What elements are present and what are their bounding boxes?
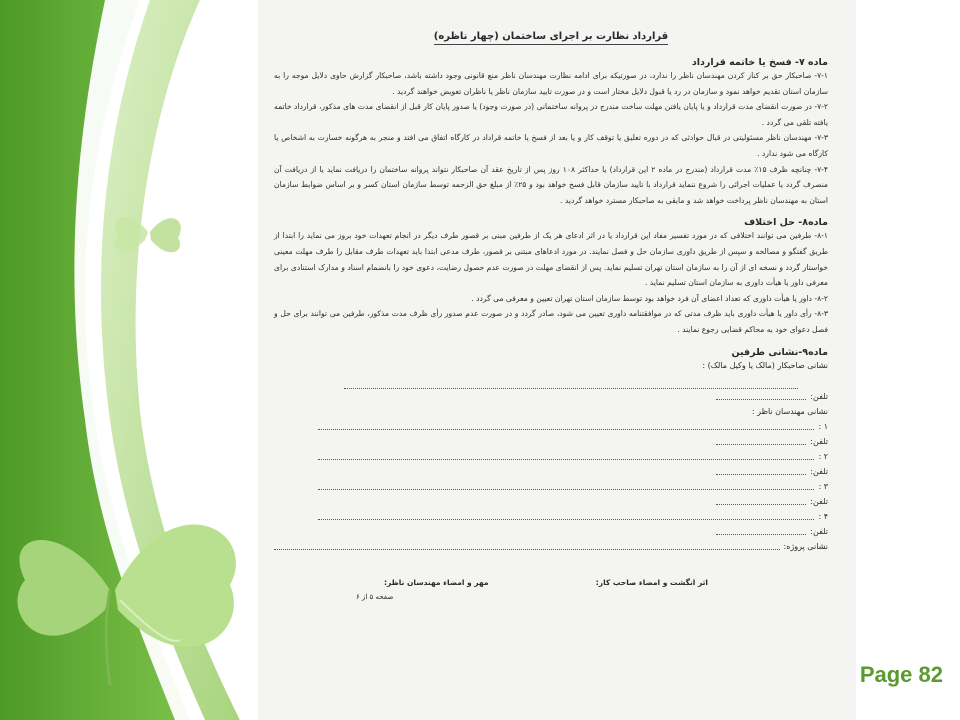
signature-row: [274, 578, 828, 587]
engineer-3-phone: [274, 494, 828, 509]
engineer-1-label: ۱ :: [818, 421, 828, 431]
engineer-address-field: [274, 404, 828, 419]
section7-heading: ماده ۷- فسخ یا خاتمه قرارداد: [691, 57, 828, 68]
engineer-3-label: ۳ :: [818, 481, 828, 491]
engineer-2-field: [274, 449, 828, 464]
owner-address-line: [344, 373, 798, 389]
section7-paragraph-1: ۷-۱- صاحبکار حق بر کنار کردن مهندسان ناظر را ندارد، در صورتیکه برای ادامه نظارت مهندسان ناظر منع قانونی وجود داشته باشد، صاحبکار گزارش حاوی دلایل موجه را به سازمان استان تقدیم خواهد نمود و سازمان در رد یا قبول دلایل مختار است و در صورت تایید سازمان ناظر یا ناظران تعویض خواهند گردید .: [274, 71, 828, 96]
section8-paragraph-3: ۸-۳- رأی داور یا هیأت داوری باید ظرف مدتی که در موافقتنامه داوری تعیین می شود، صادر گردد و در صورت عدم صدور رأی ظرف مدت مذکور، طرفین می توانند برای حل و فصل دعوای خود به محاکم قضایی رجوع نمایند .: [274, 309, 828, 334]
phone-label: تلفن:: [810, 526, 828, 536]
engineer-4-field: [274, 509, 828, 524]
section7-paragraph-4: ۷-۴- چنانچه ظرف ۱۵٪ مدت قرارداد (مندرج در ماده ۲ این قرارداد) یا حداکثر ۱۰۸ روز پس از تاریخ عقد آن صاحبکار نتواند پروانه ساختمان را دریافت نماید یا از دریافت آن منصرف گردد یا عملیات اجرائی را شروع ننماید قرارداد با تایید سازمان قابل فسخ خواهد بود و ۲۵٪ از مبلغ حق الزحمه توسط سازمان استان کسر و بر اساس ضوابط سازمان استان به مهندسان ناظر پرداخت خواهد شد و مابقی به صاحبکار مسترد خواهد گردید .: [274, 164, 828, 205]
decorative-butterfly-panel: [0, 0, 300, 720]
phone-label: تلفن:: [810, 436, 828, 446]
project-address-label: نشانی پروژه:: [783, 541, 828, 551]
section7-paragraph-2: ۷-۲- در صورت انقضای مدت قرارداد و یا پایان یافتن مهلت ساخت مندرج در پروانه ساختمانی (در صورت وجود) یا صدور پایان کار قبل از انقضای مدت های مذکور، قرارداد خاتمه یافته تلقی می گردد .: [274, 102, 828, 127]
engineer-1-phone: [274, 434, 828, 449]
project-address-field: [274, 539, 828, 554]
owner-address-label: نشانی صاحبکار (مالک یا وکیل مالک) :: [702, 360, 828, 370]
owner-phone-field: [274, 389, 828, 404]
green-swoosh-graphic: [0, 0, 300, 720]
phone-label: تلفن:: [810, 391, 828, 401]
engineer-signature-label: مهر و امضاء مهندسان ناظر:: [384, 577, 489, 587]
phone-label: تلفن:: [810, 466, 828, 476]
section8-heading: ماده۸- حل اختلاف: [744, 217, 828, 229]
owner-address-field: [274, 358, 828, 373]
scanned-contract-page: [258, 0, 856, 720]
section8-paragraph-2: ۸-۲- داور یا هیأت داوری که تعداد اعضای آن فرد خواهد بود توسط سازمان استان تهران تعیین و معرفی می گردد .: [471, 293, 828, 303]
document-title: قرارداد نظارت بر اجرای ساختمان (چهار ناظره): [434, 31, 668, 45]
owner-signature-label: اثر انگشت و امضاء صاحب کار:: [595, 577, 708, 587]
document-page-number: صفحه ۵ از ۶: [356, 592, 394, 601]
section8-paragraph-1: ۸-۱- طرفین می توانند اختلافی که در مورد تفسیر مفاد این قرارداد یا در اثر ادعای هر یک از طرفین مبنی بر قصور طرف دیگر در انجام تعهدات خود بروز می نماید را ابتدا از طریق گفتگو و مصالحه و سپس از طریق داوری سازمان حل و فصل نمایند. در مورد ادعاهای مبتنی بر قصور، طرف مدعی ابتدا باید تعهدات طرف مقابل را طرف مهلت معینی خواستار گردد و نسخه ای از آن را به سازمان استان تهران تسلیم نماید. پس از انقضای مهلت در صورت عدم حصول رضایت، دعوی خود را بانضمام اسناد و مدارک استنادی برای معرفی داور یا هیأت داوری به سازمان استان تسلیم نماید .: [274, 231, 828, 288]
engineer-2-label: ۲ :: [818, 451, 828, 461]
section7-paragraph-3: ۷-۳- مهندسان ناظر مسئولیتی در قبال حوادثی که در دوره تعلیق یا توقف کار و یا بعد از فسخ یا خاتمه قراداد در کارگاه اتفاق می افتد و منجر به هرگونه خسارت به اشخاص یا کارگاه می شود ندارد .: [274, 133, 828, 158]
section9-heading: ماده۹-نشانی طرفین: [731, 346, 828, 358]
engineer-address-label: نشانی مهندسان ناظر :: [751, 406, 828, 416]
engineer-2-phone: [274, 464, 828, 479]
engineer-4-label: ۴ :: [818, 511, 828, 521]
engineer-3-field: [274, 479, 828, 494]
engineer-1-field: [274, 419, 828, 434]
slide-page-label: Page 82: [859, 662, 943, 687]
engineer-4-phone: [274, 524, 828, 539]
phone-label: تلفن:: [810, 496, 828, 506]
